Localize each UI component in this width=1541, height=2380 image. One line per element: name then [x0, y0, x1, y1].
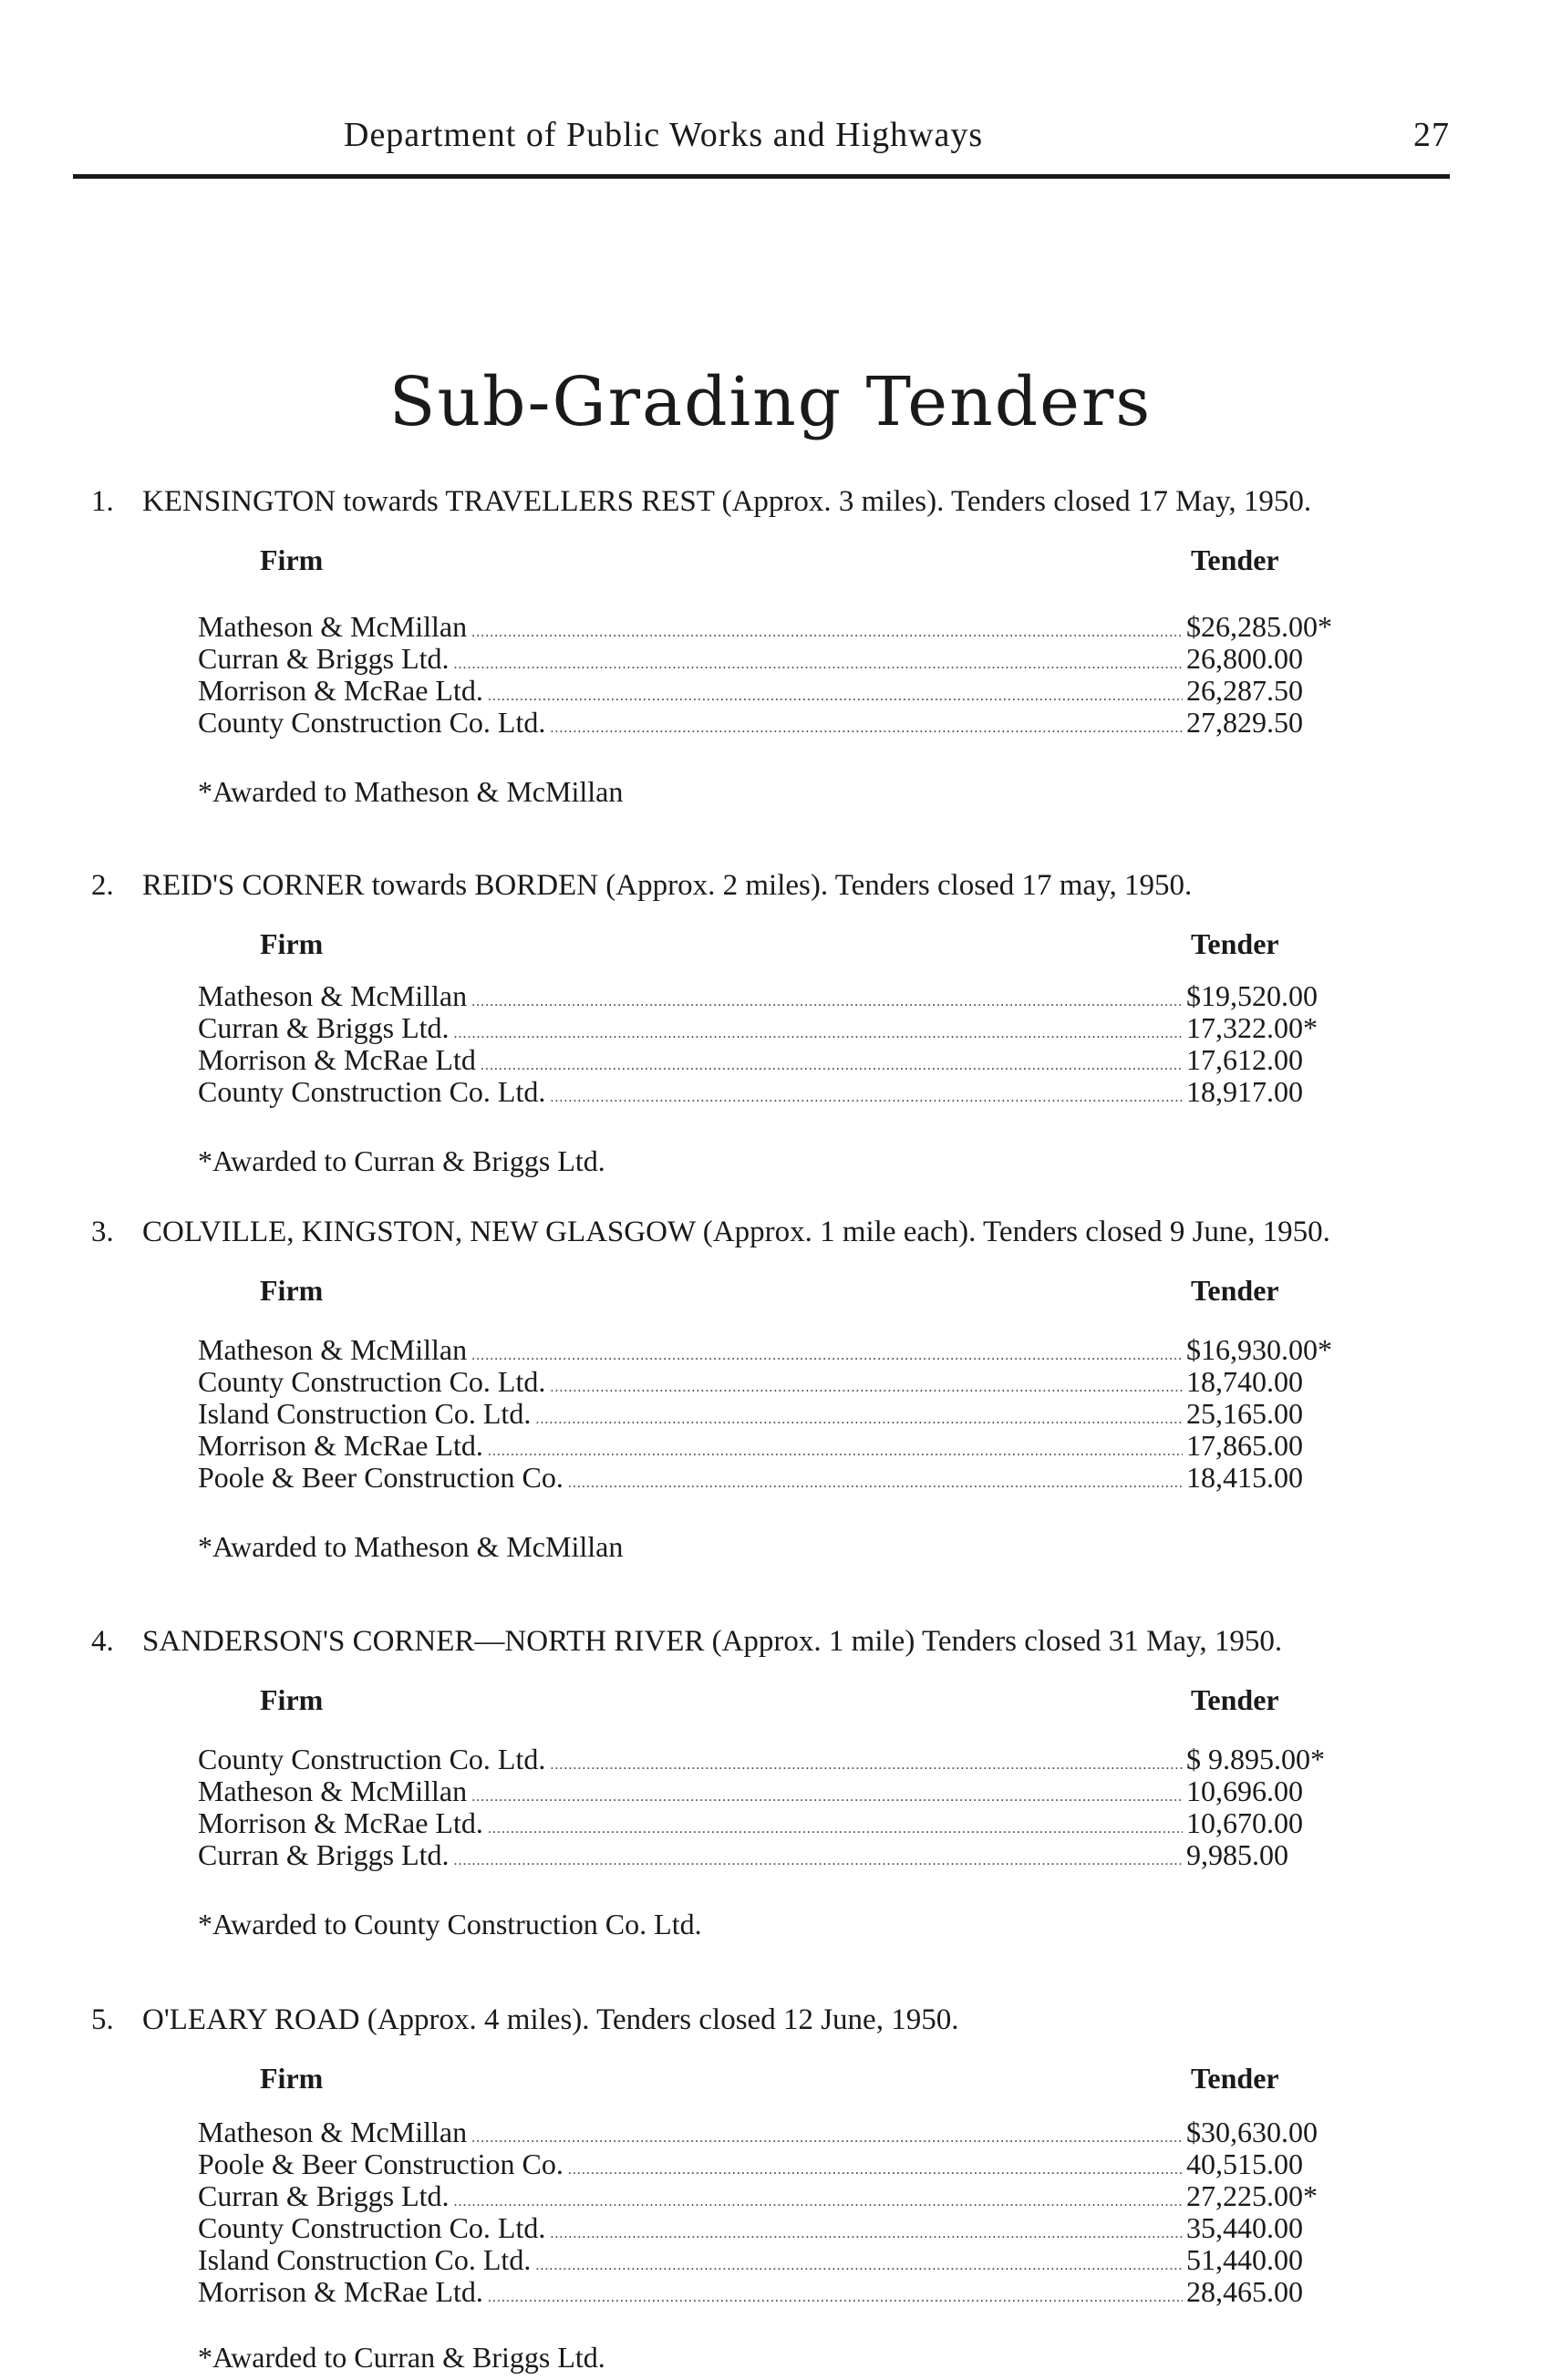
section-heading — [73, 485, 1450, 518]
section-heading-text: SANDERSON'S CORNER—NORTH RIVER (Approx. 1 mile) Tenders closed 31 May, 1950. — [142, 1625, 1283, 1658]
award-note: *Awarded to County Construction Co. Ltd. — [198, 1908, 702, 1940]
section-heading-text: O'LEARY ROAD (Approx. 4 miles). Tenders closed 12 June, 1950. — [142, 2003, 959, 2036]
section-heading — [73, 2003, 1450, 2036]
tender-row — [73, 643, 1450, 675]
tender-row — [73, 1334, 1450, 1366]
firm-name: Morrison & McRae Ltd. ..... — [198, 675, 1228, 712]
award-note: *Awarded to Curran & Briggs Ltd. — [198, 2341, 605, 2374]
tender-column-header: Tender — [1191, 1274, 1279, 1307]
firm-column-header: Firm — [260, 1683, 324, 1716]
tender-amount: $16,930.00* — [1183, 1334, 1332, 1366]
section-heading-text: KENSINGTON towards TRAVELLERS REST (Approx. 3 miles). Tenders closed 17 May, 1950. — [142, 485, 1312, 518]
tender-column-header: Tender — [1191, 1683, 1279, 1716]
firm-name: Morrison & McRae Ltd. ..... — [198, 2276, 1228, 2313]
tender-row — [73, 1744, 1450, 1775]
tender-amount: 27,829.50 — [1183, 707, 1303, 739]
tender-column-header: Tender — [1191, 927, 1279, 960]
firm-column-header: Firm — [260, 1274, 324, 1307]
tender-amount: $30,630.00 — [1183, 2116, 1318, 2148]
firm-name: Matheson & McMillan ..... — [198, 611, 1228, 648]
tender-row — [73, 1807, 1450, 1839]
header-rule — [73, 174, 1450, 179]
section-number: 5. — [91, 2003, 114, 2036]
tender-row — [73, 1076, 1450, 1108]
tender-row — [73, 1430, 1450, 1462]
firm-column-header: Firm — [260, 543, 324, 576]
tender-row — [73, 2276, 1450, 2308]
tender-amount: 26,800.00 — [1183, 643, 1303, 675]
tender-list — [73, 1334, 1450, 1494]
firm-name: Morrison & McRae Ltd. ..... — [198, 1807, 1228, 1845]
tender-row — [73, 707, 1450, 739]
tender-amount: 17,322.00* — [1183, 1012, 1318, 1044]
section-heading-text: COLVILLE, KINGSTON, NEW GLASGOW (Approx. 1 mile each). Tenders closed 9 June, 1950. — [142, 1216, 1330, 1248]
award-note: *Awarded to Matheson & McMillan — [198, 775, 624, 808]
section-number: 4. — [91, 1625, 114, 1658]
tender-row — [73, 1012, 1450, 1044]
tender-amount: 28,465.00 — [1183, 2276, 1303, 2308]
department-name: Department of Public Works and Highways — [344, 116, 984, 154]
tender-section-2 — [73, 869, 1450, 1178]
firm-name: Morrison & McRae Ltd ..... — [198, 1044, 1228, 1081]
firm-name: County Construction Co. Ltd. ..... — [198, 1366, 1228, 1403]
tender-list — [73, 1744, 1450, 1871]
firm-name: Matheson & McMillan ..... — [198, 980, 1228, 1018]
tender-amount: 17,612.00 — [1183, 1044, 1303, 1076]
award-note: *Awarded to Matheson & McMillan — [198, 1530, 624, 1563]
section-number: 1. — [91, 485, 114, 518]
tender-section-1 — [73, 485, 1450, 809]
award-note: *Awarded to Curran & Briggs Ltd. — [198, 1144, 605, 1177]
page-title: Sub-Grading Tenders — [388, 363, 1153, 441]
section-heading — [73, 1625, 1450, 1658]
tender-amount: $19,520.00 — [1183, 980, 1318, 1012]
tender-row — [73, 611, 1450, 643]
tender-row — [73, 2116, 1450, 2148]
tender-amount: 27,225.00* — [1183, 2180, 1318, 2212]
firm-name: Island Construction Co. Ltd. ..... — [198, 1398, 1228, 1435]
column-headers — [73, 2062, 1450, 2098]
tender-row — [73, 675, 1450, 707]
column-headers — [73, 1274, 1450, 1310]
tender-section-4 — [73, 1625, 1450, 1941]
tender-row — [73, 2244, 1450, 2276]
tender-section-3 — [73, 1216, 1450, 1564]
tender-amount: 35,440.00 — [1183, 2212, 1303, 2244]
tender-row — [73, 2148, 1450, 2180]
tender-column-header: Tender — [1191, 543, 1279, 576]
page-number: 27 — [1413, 116, 1450, 154]
section-number: 3. — [91, 1216, 114, 1248]
column-headers — [73, 543, 1450, 580]
tender-row — [73, 2180, 1450, 2212]
firm-name: Matheson & McMillan ..... — [198, 2116, 1228, 2154]
tender-amount: $26,285.00* — [1183, 611, 1332, 643]
column-headers — [73, 927, 1450, 964]
firm-column-header: Firm — [260, 927, 324, 960]
tender-amount: 17,865.00 — [1183, 1430, 1303, 1462]
tender-row — [73, 1398, 1450, 1430]
tender-amount: 26,287.50 — [1183, 675, 1303, 707]
firm-name: Curran & Briggs Ltd. ..... — [198, 1012, 1228, 1050]
firm-name: County Construction Co. Ltd. ..... — [198, 1744, 1228, 1781]
firm-column-header: Firm — [260, 2062, 324, 2095]
tender-row — [73, 980, 1450, 1012]
tender-row — [73, 1366, 1450, 1398]
firm-name: Curran & Briggs Ltd. ..... — [198, 2180, 1228, 2218]
firm-name: Curran & Briggs Ltd. ..... — [198, 643, 1228, 680]
tender-amount: 18,415.00 — [1183, 1462, 1303, 1494]
firm-name: Poole & Beer Construction Co. ..... — [198, 2148, 1228, 2186]
tender-list — [73, 980, 1450, 1108]
column-headers — [73, 1683, 1450, 1720]
section-number: 2. — [91, 869, 114, 902]
tender-row — [73, 1775, 1450, 1807]
tender-amount: 51,440.00 — [1183, 2244, 1303, 2276]
tender-amount: 10,696.00 — [1183, 1775, 1303, 1807]
firm-name: Poole & Beer Construction Co. ..... — [198, 1462, 1228, 1499]
tender-column-header: Tender — [1191, 2062, 1279, 2095]
firm-name: County Construction Co. Ltd. ..... — [198, 2212, 1228, 2250]
tender-amount: $ 9.895.00* — [1183, 1744, 1325, 1775]
tender-list — [73, 611, 1450, 739]
section-heading — [73, 869, 1450, 902]
tender-row — [73, 1462, 1450, 1494]
firm-name: Curran & Briggs Ltd. ..... — [198, 1839, 1228, 1877]
tender-row — [73, 1044, 1450, 1076]
firm-name: Matheson & McMillan ..... — [198, 1334, 1228, 1371]
section-heading-text: REID'S CORNER towards BORDEN (Approx. 2 miles). Tenders closed 17 may, 1950. — [142, 869, 1193, 902]
tender-amount: 9,985.00 — [1183, 1839, 1288, 1871]
tender-amount: 18,917.00 — [1183, 1076, 1303, 1108]
tender-amount: 25,165.00 — [1183, 1398, 1303, 1430]
section-heading — [73, 1216, 1450, 1248]
firm-name: Island Construction Co. Ltd. ..... — [198, 2244, 1228, 2282]
tender-amount: 18,740.00 — [1183, 1366, 1303, 1398]
firm-name: County Construction Co. Ltd. ..... — [198, 707, 1228, 744]
tender-amount: 40,515.00 — [1183, 2148, 1303, 2180]
tender-amount: 10,670.00 — [1183, 1807, 1303, 1839]
tender-row — [73, 2212, 1450, 2244]
firm-name: County Construction Co. Ltd. ..... — [198, 1076, 1228, 1113]
tender-row — [73, 1839, 1450, 1871]
firm-name: Morrison & McRae Ltd. ..... — [198, 1430, 1228, 1467]
tender-section-5 — [73, 2003, 1450, 2375]
tender-list — [73, 2116, 1450, 2308]
firm-name: Matheson & McMillan ..... — [198, 1775, 1228, 1813]
